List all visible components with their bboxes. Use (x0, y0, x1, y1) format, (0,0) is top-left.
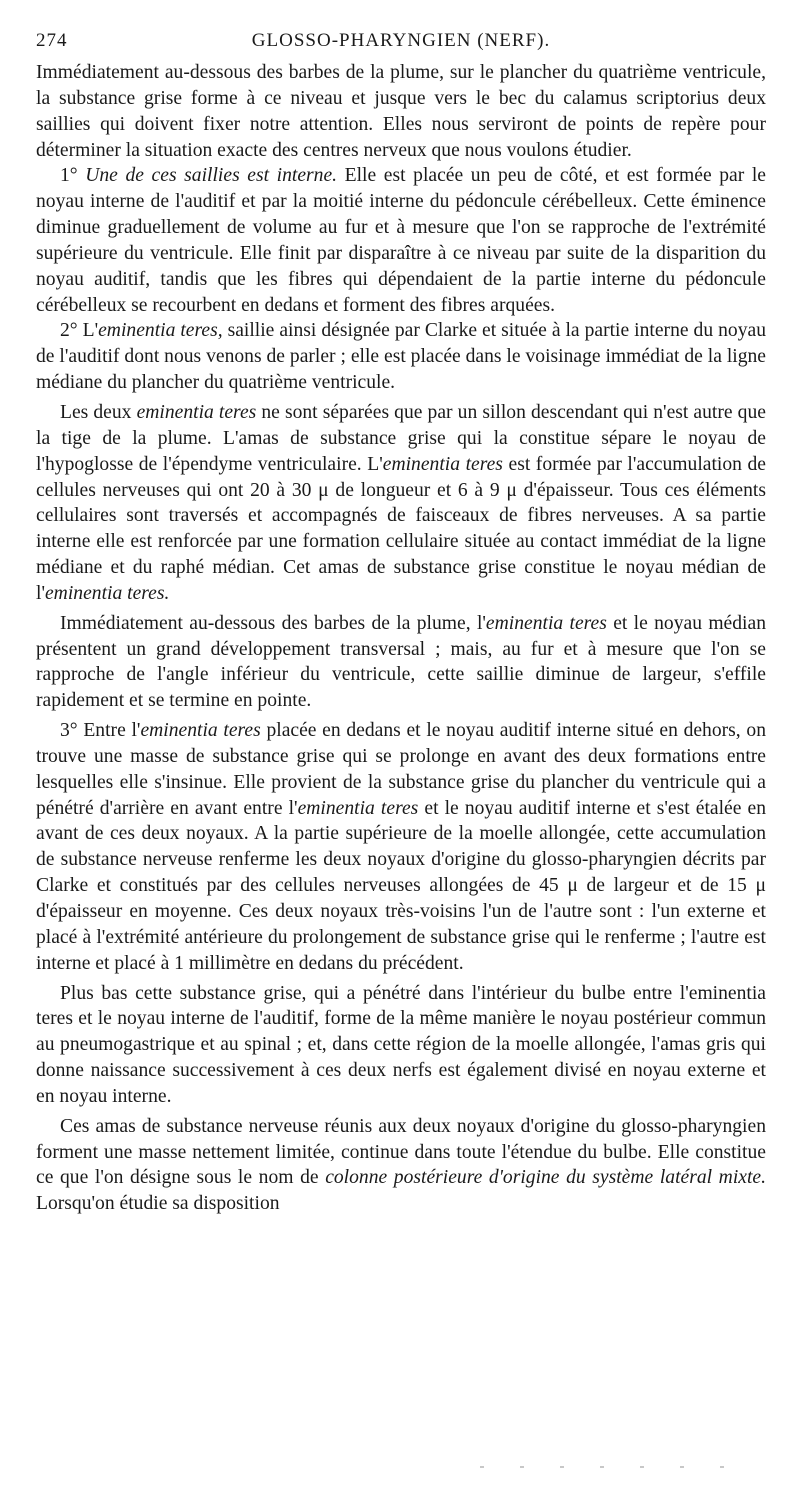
text-segment: et le noyau médian présentent un grand développement transversal ; mais, au fur et à mesure que l'on se rapproche de l'angle inférieur du ventricule, cette saillie diminue de largeur, s'effile rapidement et se termine en pointe. (36, 612, 766, 712)
text-segment: et le noyau auditif interne et s'est étalée en avant de ces deux noyaux. A la partie supérieure de la moelle allongée, cette accumulation de substance nerveuse renferme les deux noyaux d'origine du glosso-pharyngien décrits par Clarke et constitués par des cellules nerveuses allongées de 45 μ de largeur et de 15 μ d'épaisseur en moyenne. Ces deux noyaux très-voisins l'un de l'autre sont : l'un externe et placé à l'extrémité antérieure du prolongement de substance grise qui le renferme ; l'autre est interne et placé à 1 millimètre en dedans du précédent. (36, 797, 767, 974)
paragraph (36, 318, 766, 396)
paragraph (36, 611, 766, 714)
italic-text: colonne postérieure d'origine du système latéral mixte. (325, 1167, 766, 1189)
italic-text: eminentia teres, (98, 320, 223, 342)
running-title: GLOSSO-PHARYNGIEN (NERF). (251, 30, 551, 51)
italic-text: eminentia teres (140, 720, 261, 742)
text-segment: ne sont séparées que par un sillon descendant qui n'est autre que la tige de la plume. L'amas de substance grise qui la constitue sépare le noyau de l'hypoglosse de l'épendyme ventriculaire. L' (36, 401, 766, 475)
italic-text: eminentia teres. (44, 582, 170, 604)
text-segment: Ces amas de substance nerveuse réunis aux deux noyaux d'origine du glosso-pharyngien forment une masse nettement limitée, continue dans toute l'étendue du bulbe. Elle constitue ce que l'on désigne sous le nom de (36, 1115, 766, 1189)
text-segment: 2° L' (60, 320, 99, 342)
paragraph (36, 718, 766, 976)
text-segment: Plus bas cette substance grise, qui a pénétré dans l'intérieur du bulbe entre l'eminentia teres et le noyau interne de l'auditif, forme de la même manière le noyau postérieur commun au pneumogastrique et au spinal ; et, dans cette région de la moelle allongée, l'amas gris qui donne naissance successivement à ces deux nerfs est également divisé en noyau externe et en noyau interne. (36, 982, 766, 1107)
body-text (36, 60, 766, 1217)
text-segment: 1° (60, 165, 86, 187)
text-segment: Immédiatement au-dessous des barbes de la plume, sur le plancher du quatrième ventricule, la substance grise forme à ce niveau et jusque vers le bec du calamus scriptorius deux saillies qui doivent fixer notre attention. Elles nous serviront de points de repère pour déterminer la situation exacte des centres nerveux que nous voulons étudier. (36, 62, 766, 161)
text-segment: est formée par l'accumulation de cellules nerveuses qui ont 20 à 30 μ de longueur et 6 à 9 μ d'épaisseur. Tous ces éléments cellulaires sont traversés et accompagnés de faisceaux de fibres nerveuses. A sa partie interne elle est renforcée par une formation cellulaire située au contact immédiat de la ligne médiane et du raphé médian. Cet amas de substance grise constitue le noyau médian de l' (36, 453, 766, 604)
bleed-through-marks (480, 1466, 750, 1468)
paragraph (36, 981, 766, 1110)
text-segment: 3° Entre l' (60, 720, 141, 742)
italic-text: eminentia teres (382, 453, 503, 475)
italic-text: Une de ces saillies est interne. (85, 165, 338, 187)
italic-text: eminentia teres (297, 797, 419, 819)
paragraph (36, 60, 766, 163)
paragraph (36, 400, 766, 607)
text-segment: Elle est placée un peu de côté, et est formée par le noyau interne de l'auditif et par la moitié interne du pédoncule cérébelleux. Cette éminence diminue graduellement de volume au fur et à mesure que l'on se rapproche de l'extrémité supérieure du ventricule. Elle finit par disparaître à ce niveau par suite de la disparition du noyau auditif, tandis que les fibres qui dépendaient de la partie interne du pédoncule cérébelleux se recourbent en dedans et forment des fibres arquées. (36, 165, 766, 316)
page-header (36, 30, 766, 56)
italic-text: eminentia teres (485, 612, 607, 634)
text-segment: placée en dedans et le noyau auditif interne situé en dehors, on trouve une masse de substance grise qui se prolonge en avant des deux formations entre lesquelles elle s'insinue. Elle provient de la substance grise du plancher du ventricule qui a pénétré d'arrière en avant entre l' (36, 720, 766, 819)
page-number: 274 (36, 30, 68, 51)
text-segment: Lorsqu'on étudie sa disposition (36, 1193, 280, 1215)
italic-text: eminentia teres (136, 401, 257, 423)
text-segment: saillie ainsi désignée par Clarke et située à la partie interne du noyau de l'auditif dont nous venons de parler ; elle est placée dans le voisinage immédiat de la ligne médiane du plancher du quatrième ventricule. (36, 320, 766, 394)
paragraph (36, 163, 766, 318)
text-segment: Immédiatement au-dessous des barbes de la plume, l' (60, 612, 486, 634)
paragraph (36, 1114, 766, 1217)
text-segment: Les deux (60, 401, 137, 423)
